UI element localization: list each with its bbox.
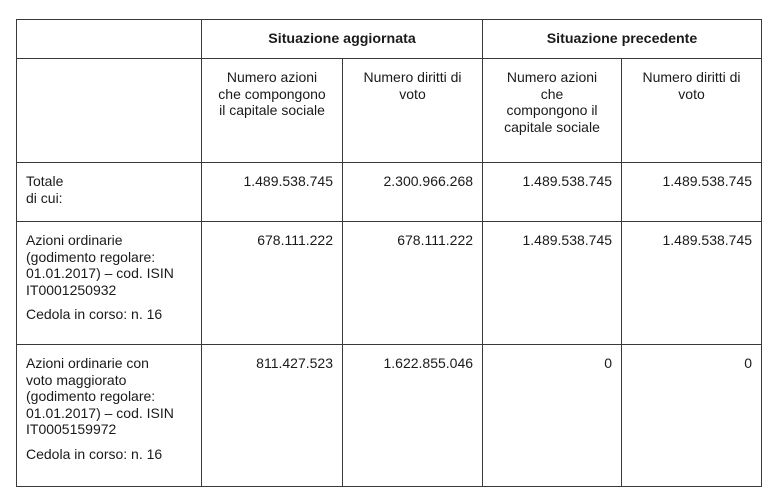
previous-shares-value: 0 <box>483 345 622 487</box>
previous-votes-value: 1.489.538.745 <box>622 222 762 345</box>
subheader-line: compongono il <box>506 102 598 118</box>
header-situazione-precedente: Situazione precedente <box>483 20 762 59</box>
row-label-line: Totale <box>26 173 64 189</box>
row-label-line: IT0005159972 <box>26 421 117 437</box>
subheader-line: che compongono <box>218 85 326 102</box>
subheader-line: capitale sociale <box>504 118 600 135</box>
coupon-note: Cedola in corso: n. 16 <box>26 445 163 462</box>
group-header-row <box>17 20 762 59</box>
row-label-line: voto maggiorato <box>26 371 127 388</box>
subheader-line: Numero diritti di <box>363 69 462 85</box>
previous-shares-value: 1.489.538.745 <box>483 222 622 345</box>
row-label <box>17 345 202 487</box>
row-label-line: (godimento regolare: <box>26 248 156 265</box>
row-label-line: IT0001250932 <box>26 281 117 298</box>
subheader-line: che <box>540 85 564 102</box>
row-label-line: Azioni ordinarie <box>26 232 123 248</box>
table-row-azioni-voto-maggiorato <box>17 345 762 487</box>
previous-votes-value: 1.489.538.745 <box>622 163 762 222</box>
current-shares-value: 811.427.523 <box>202 345 343 487</box>
previous-votes-value: 0 <box>622 345 762 487</box>
subheader-previous-shares <box>483 59 622 163</box>
share-capital-table <box>16 19 762 487</box>
subheader-current-shares <box>202 59 343 163</box>
table-row-totale <box>17 163 762 222</box>
current-votes-value: 678.111.222 <box>343 222 483 345</box>
row-label-line: 01.01.2017) – cod. ISIN <box>26 404 174 421</box>
subheader-line: il capitale sociale <box>219 102 325 118</box>
row-label <box>17 163 202 222</box>
subheader-line: voto <box>678 85 705 102</box>
current-votes-value: 2.300.966.268 <box>343 163 483 222</box>
current-votes-value: 1.622.855.046 <box>343 345 483 487</box>
row-label-line: di cui: <box>26 189 63 206</box>
current-shares-value: 1.489.538.745 <box>202 163 343 222</box>
subheader-line: Numero azioni <box>506 69 598 85</box>
empty-subheader-cell <box>17 59 202 163</box>
subheader-previous-votes <box>622 59 762 163</box>
subheader-current-votes <box>343 59 483 163</box>
row-label-line: (godimento regolare: <box>26 388 156 404</box>
row-label-line: 01.01.2017) – cod. ISIN <box>26 265 174 281</box>
coupon-note: Cedola in corso: n. 16 <box>26 306 163 322</box>
subheader-line: voto <box>399 85 426 102</box>
current-shares-value: 678.111.222 <box>202 222 343 345</box>
subheader-line: Numero diritti di <box>642 69 741 85</box>
empty-corner-cell <box>17 20 202 59</box>
sub-header-row <box>17 59 762 163</box>
row-label <box>17 222 202 345</box>
subheader-line: Numero azioni <box>226 69 318 85</box>
row-label-line: Azioni ordinarie con <box>26 355 149 371</box>
header-situazione-aggiornata: Situazione aggiornata <box>202 20 483 59</box>
previous-shares-value: 1.489.538.745 <box>483 163 622 222</box>
table-row-azioni-ordinarie <box>17 222 762 345</box>
